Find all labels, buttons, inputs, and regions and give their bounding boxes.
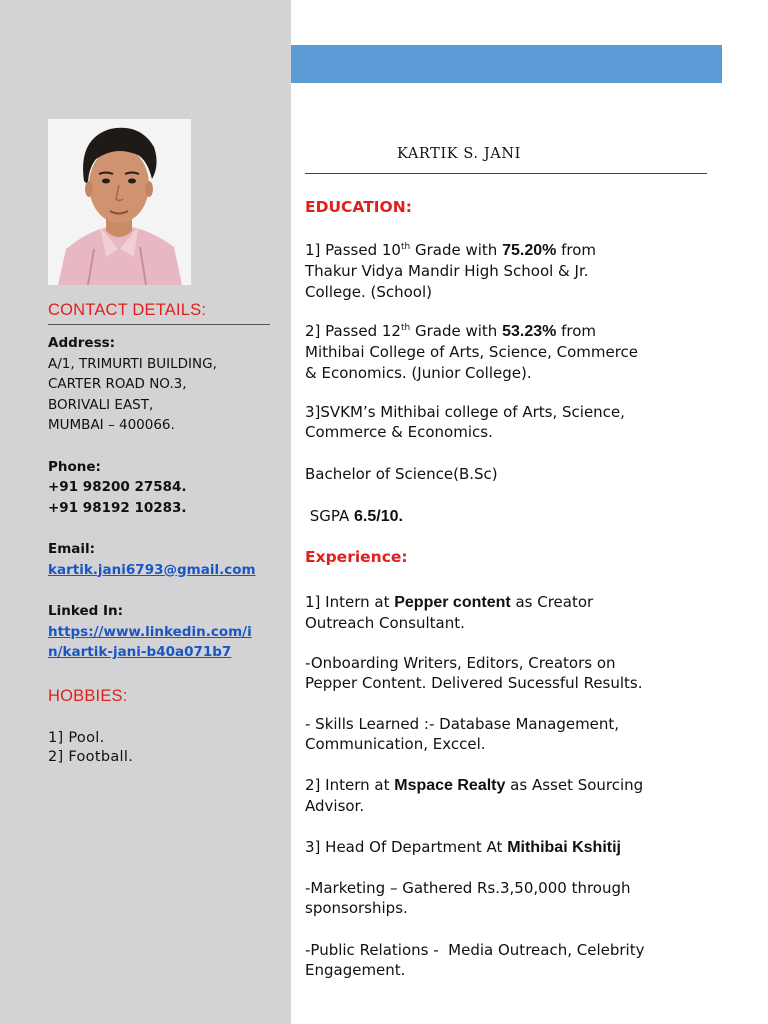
profile-photo [48, 119, 191, 285]
address-line: BORIVALI EAST, [48, 396, 154, 413]
address-line: A/1, TRIMURTI BUILDING, [48, 355, 217, 372]
hobbies-list [48, 729, 133, 767]
sgpa: SGPA 6.5/10. [305, 507, 403, 525]
education-item-2: 2] Passed 12th Grade with 53.23% from Mithibai College of Arts, Science, Commerce & Economics. (Junior College). [305, 322, 639, 382]
candidate-name: KARTIK S. JANI [397, 146, 521, 162]
experience-skills: - Skills Learned :- Database Management, Communication, Exccel. [305, 715, 620, 754]
experience-hod: 3] Head Of Department At Mithibai Kshitij [305, 838, 621, 856]
linkedin-link[interactable] [48, 622, 256, 663]
education-heading: EDUCATION: [305, 198, 412, 216]
contact-divider [48, 324, 270, 325]
phone-number: +91 98192 10283. [48, 499, 187, 516]
phone-number: +91 98200 27584. [48, 479, 187, 495]
hobby-item: 2] Football. [48, 749, 134, 765]
education-item-3: 3]SVKM’s Mithibai college of Arts, Science, Commerce & Economics. [305, 403, 625, 442]
experience-intern-1: 1] Intern at Pepper content as Creator Outreach Consultant. [305, 593, 594, 633]
education-item-1: 1] Passed 10th Grade with 75.20% from Thakur Vidya Mandir High School & Jr. College. (School) [305, 241, 597, 301]
experience-onboarding: -Onboarding Writers, Editors, Creators on Pepper Content. Delivered Sucessful Results. [305, 654, 643, 693]
linkedin-label: Linked In: [48, 603, 124, 619]
hobby-item: 1] Pool. [48, 730, 105, 746]
linkedin-link-line[interactable]: https://www.linkedin.com/i [48, 623, 252, 640]
email-link[interactable]: kartik.jani6793@gmail.com [48, 561, 256, 578]
header-bar [291, 45, 722, 83]
contact-details-heading: CONTACT DETAILS: [48, 301, 207, 319]
experience-public-relations: -Public Relations - Media Outreach, Celebrity Engagement. [305, 941, 645, 980]
experience-heading: Experience: [305, 548, 408, 566]
hobbies-heading: HOBBIES: [48, 687, 128, 705]
experience-marketing: -Marketing – Gathered Rs.3,50,000 through sponsorships. [305, 879, 631, 918]
name-divider [305, 173, 707, 174]
address-line: MUMBAI – 400066. [48, 417, 175, 433]
address-line: CARTER ROAD NO.3, [48, 376, 187, 392]
address-label: Address: [48, 335, 116, 351]
email-label: Email: [48, 541, 96, 557]
experience-intern-2: 2] Intern at Mspace Realty as Asset Sourcing Advisor. [305, 776, 644, 816]
degree: Bachelor of Science(B.Sc) [305, 465, 498, 483]
contact-block [48, 333, 256, 663]
linkedin-link-line[interactable]: n/kartik-jani-b40a071b7 [48, 644, 232, 660]
phone-label: Phone: [48, 458, 101, 475]
